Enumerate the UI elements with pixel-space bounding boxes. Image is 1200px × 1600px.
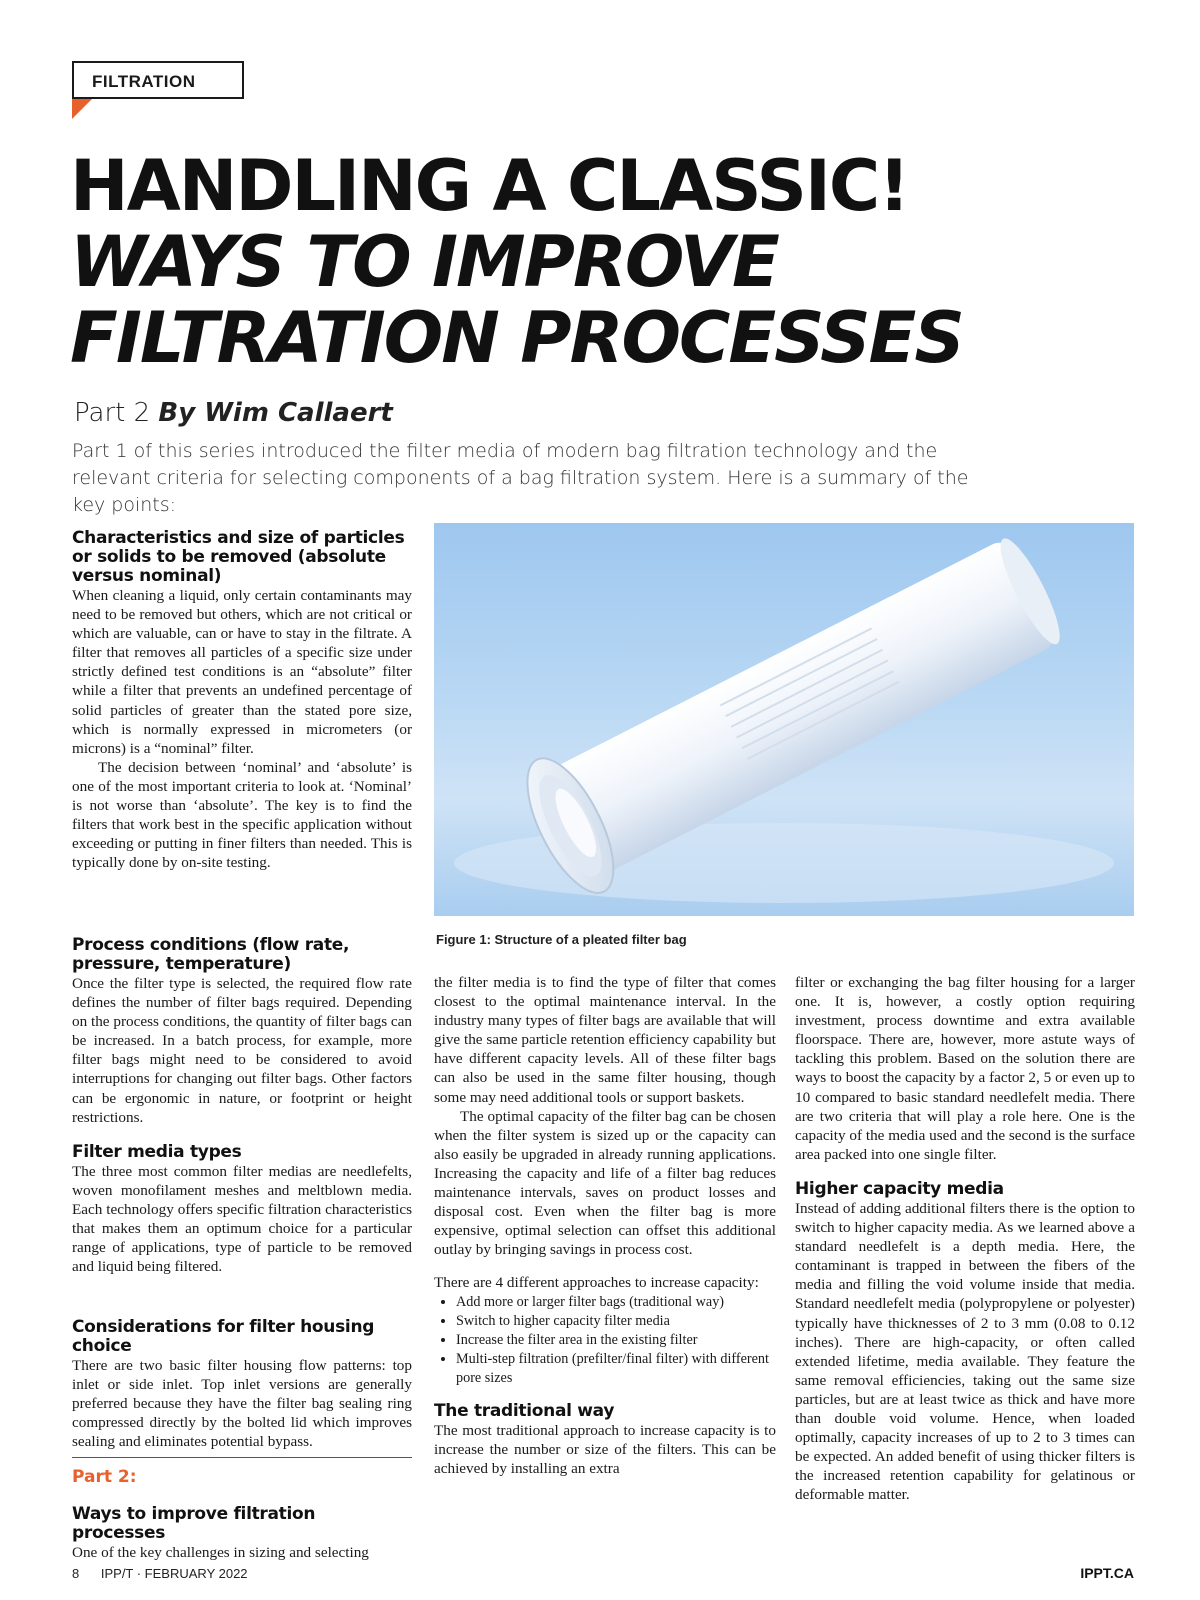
pleated-filter-bag-illustration: [434, 523, 1134, 916]
byline-part: Part 2: [74, 398, 151, 428]
approaches-list: [434, 1293, 776, 1388]
paragraph: There are two basic filter housing flow patterns: top inlet or side inlet. Top inlet versions are generally preferred because they have the filter bag sealing ring compressed directly by the bolted lid which improves sealing and eliminates potential bypass.: [72, 1357, 412, 1451]
intro-paragraph: Part 1 of this series introduced the filter media of modern bag filtration technology and the relevant criteria for selecting components of a bag filtration system. Here is a summary of the key points:: [72, 440, 969, 516]
heading-housing-choice: Considerations for filter housing choice: [72, 1317, 375, 1356]
heading-particles: Characteristics and size of particles or solids to be removed (absolute versus nominal): [72, 528, 405, 586]
paragraph: There are 4 different approaches to increase capacity:: [434, 1274, 759, 1292]
figure-caption: Figure 1: Structure of a pleated filter bag: [436, 932, 687, 947]
list-item: • Switch to higher capacity filter media: [456, 1312, 776, 1331]
paragraph: One of the key challenges in sizing and selecting: [72, 1544, 369, 1561]
publication-info: IPP/T · FEBRUARY 2022: [100, 1566, 248, 1581]
paragraph: When cleaning a liquid, only certain contaminants may need to be removed but others, which are not critical or which are valuable, can or have to stay in the filtrate. A filter that removes all particles of a specific size under strictly defined test conditions is an “absolute” filter while a filter that prevents an undefined percentage of solid particles of greater than the stated pore size, which is normally expressed in micrometers (or microns) is a “nominal” filter.: [72, 587, 412, 757]
section-tag-corner: [72, 99, 92, 119]
part-2-label: Part 2:: [72, 1467, 137, 1487]
list-item: • Add more or larger filter bags (traditional way): [456, 1293, 776, 1312]
paragraph: filter or exchanging the bag filter housing for a larger one. It is, however, a costly option requiring investment, process downtime and extra available floorspace. There are, however, more astute ways of tackling this problem. Based on the solution there are ways to boost the capacity by a factor 2, 5 or even up to 10 compared to basic standard needlefelt media. There are two criteria that will play a role here. One is the capacity of the media used and the second is the surface area packed into one single filter.: [795, 974, 1135, 1163]
page-number: 8: [72, 1566, 80, 1581]
column-1-end: [72, 1505, 412, 1562]
column-1-bottom: [72, 1318, 412, 1451]
paragraph: The three most common filter medias are needlefelts, woven monofilament meshes and meltblown media. Each technology offers specific filtration characteristics that makes them an optimum choice for a particular range of applications, type of particle to be removed and liquid being filtered.: [72, 1162, 412, 1276]
column-1-middle: [72, 936, 412, 1276]
article-title: [70, 145, 963, 379]
title-line-1: HANDLING A CLASSIC!: [70, 145, 909, 227]
heading-ways-to-improve: Ways to improve filtration processes: [72, 1504, 316, 1543]
paragraph: The most traditional approach to increase capacity is to increase the number or size of the filters. This can be achieved by installing an extra: [434, 1421, 776, 1477]
paragraph: The optimal capacity of the filter bag can be chosen when the filter system is sized up or the capacity can also easily be upgraded in already running applications. Increasing the capacity and life of a filter bag reduces maintenance intervals, saves on product losses and disposal cost. Even when the filter bag is more expensive, optimal selection can offset this additional outlay by bringing savings in process cost.: [434, 1107, 776, 1259]
paragraph: The decision between ‘nominal’ and ‘absolute’ is one of the most important criteria to look at. ‘Nominal’ is not worse than ‘absolute’. The key is to find the filters that work best in the specific application without exceeding or putting in finer filters than needed. This is typically done by on-site testing.: [72, 758, 412, 872]
title-line-2: WAYS TO IMPROVE: [70, 221, 778, 303]
heading-higher-capacity-media: Higher capacity media: [795, 1178, 1004, 1199]
list-item: • Increase the filter area in the existing filter: [456, 1331, 776, 1350]
paragraph: the filter media is to find the type of filter that comes closest to the optimal maintenance interval. In the industry many types of filter bags are available that will give the same particle retention efficiency capability but have different capacity levels. All of these filter bags can also be used in the same filter housing, though some may need additional tools or support baskets.: [434, 974, 776, 1106]
paragraph: Instead of adding additional filters there is the option to switch to higher capacity media. As we learned above a standard needlefelt is a depth media. Here, the contaminant is trapped in between the fibers of the media and filling the void volume inside that media. Standard needlefelt media (polypropylene or polyester) typically have thicknesses of 2 to 3 mm (0.08 to 0.12 inches). There are high-capacity, or often called extended lifetime, media available. They feature the same removal efficiencies, taking out the same size particles, but are at least twice as thick and have more than double void volume. Hence, when loaded optimally, capacity increases of up to 2 to 3 times can be expected. An added benefit of using thicker filters is the increased retention capability for gelatinous or deformable matter.: [795, 1199, 1135, 1504]
byline: [74, 398, 393, 428]
column-3: [795, 973, 1135, 1504]
column-1-top: [72, 529, 412, 872]
title-line-3: FILTRATION PROCESSES: [70, 297, 963, 379]
column-2: [434, 973, 776, 1478]
site-url: IPPT.CA: [1080, 1565, 1134, 1581]
heading-filter-media-types: Filter media types: [72, 1141, 242, 1162]
heading-process-conditions: Process conditions (flow rate, pressure, temperature): [72, 935, 350, 974]
footer-left: [72, 1566, 248, 1581]
filter-bag-photo: [434, 523, 1134, 916]
section-divider: [72, 1457, 412, 1458]
byline-author: By Wim Callaert: [158, 398, 393, 428]
paragraph: Once the filter type is selected, the required flow rate defines the number of filter bags required. Depending on the process conditions, the quantity of filter bags can be increased. In a batch process, for example, more filter bags might need to be considered to avoid interruptions for changing out filter bags. Other factors can be ergonomic in nature, or footprint or height restrictions.: [72, 975, 412, 1126]
list-item: • Multi-step filtration (prefilter/final filter) with different pore sizes: [456, 1350, 776, 1388]
heading-traditional-way: The traditional way: [434, 1400, 615, 1421]
section-tag: FILTRATION: [72, 61, 244, 99]
